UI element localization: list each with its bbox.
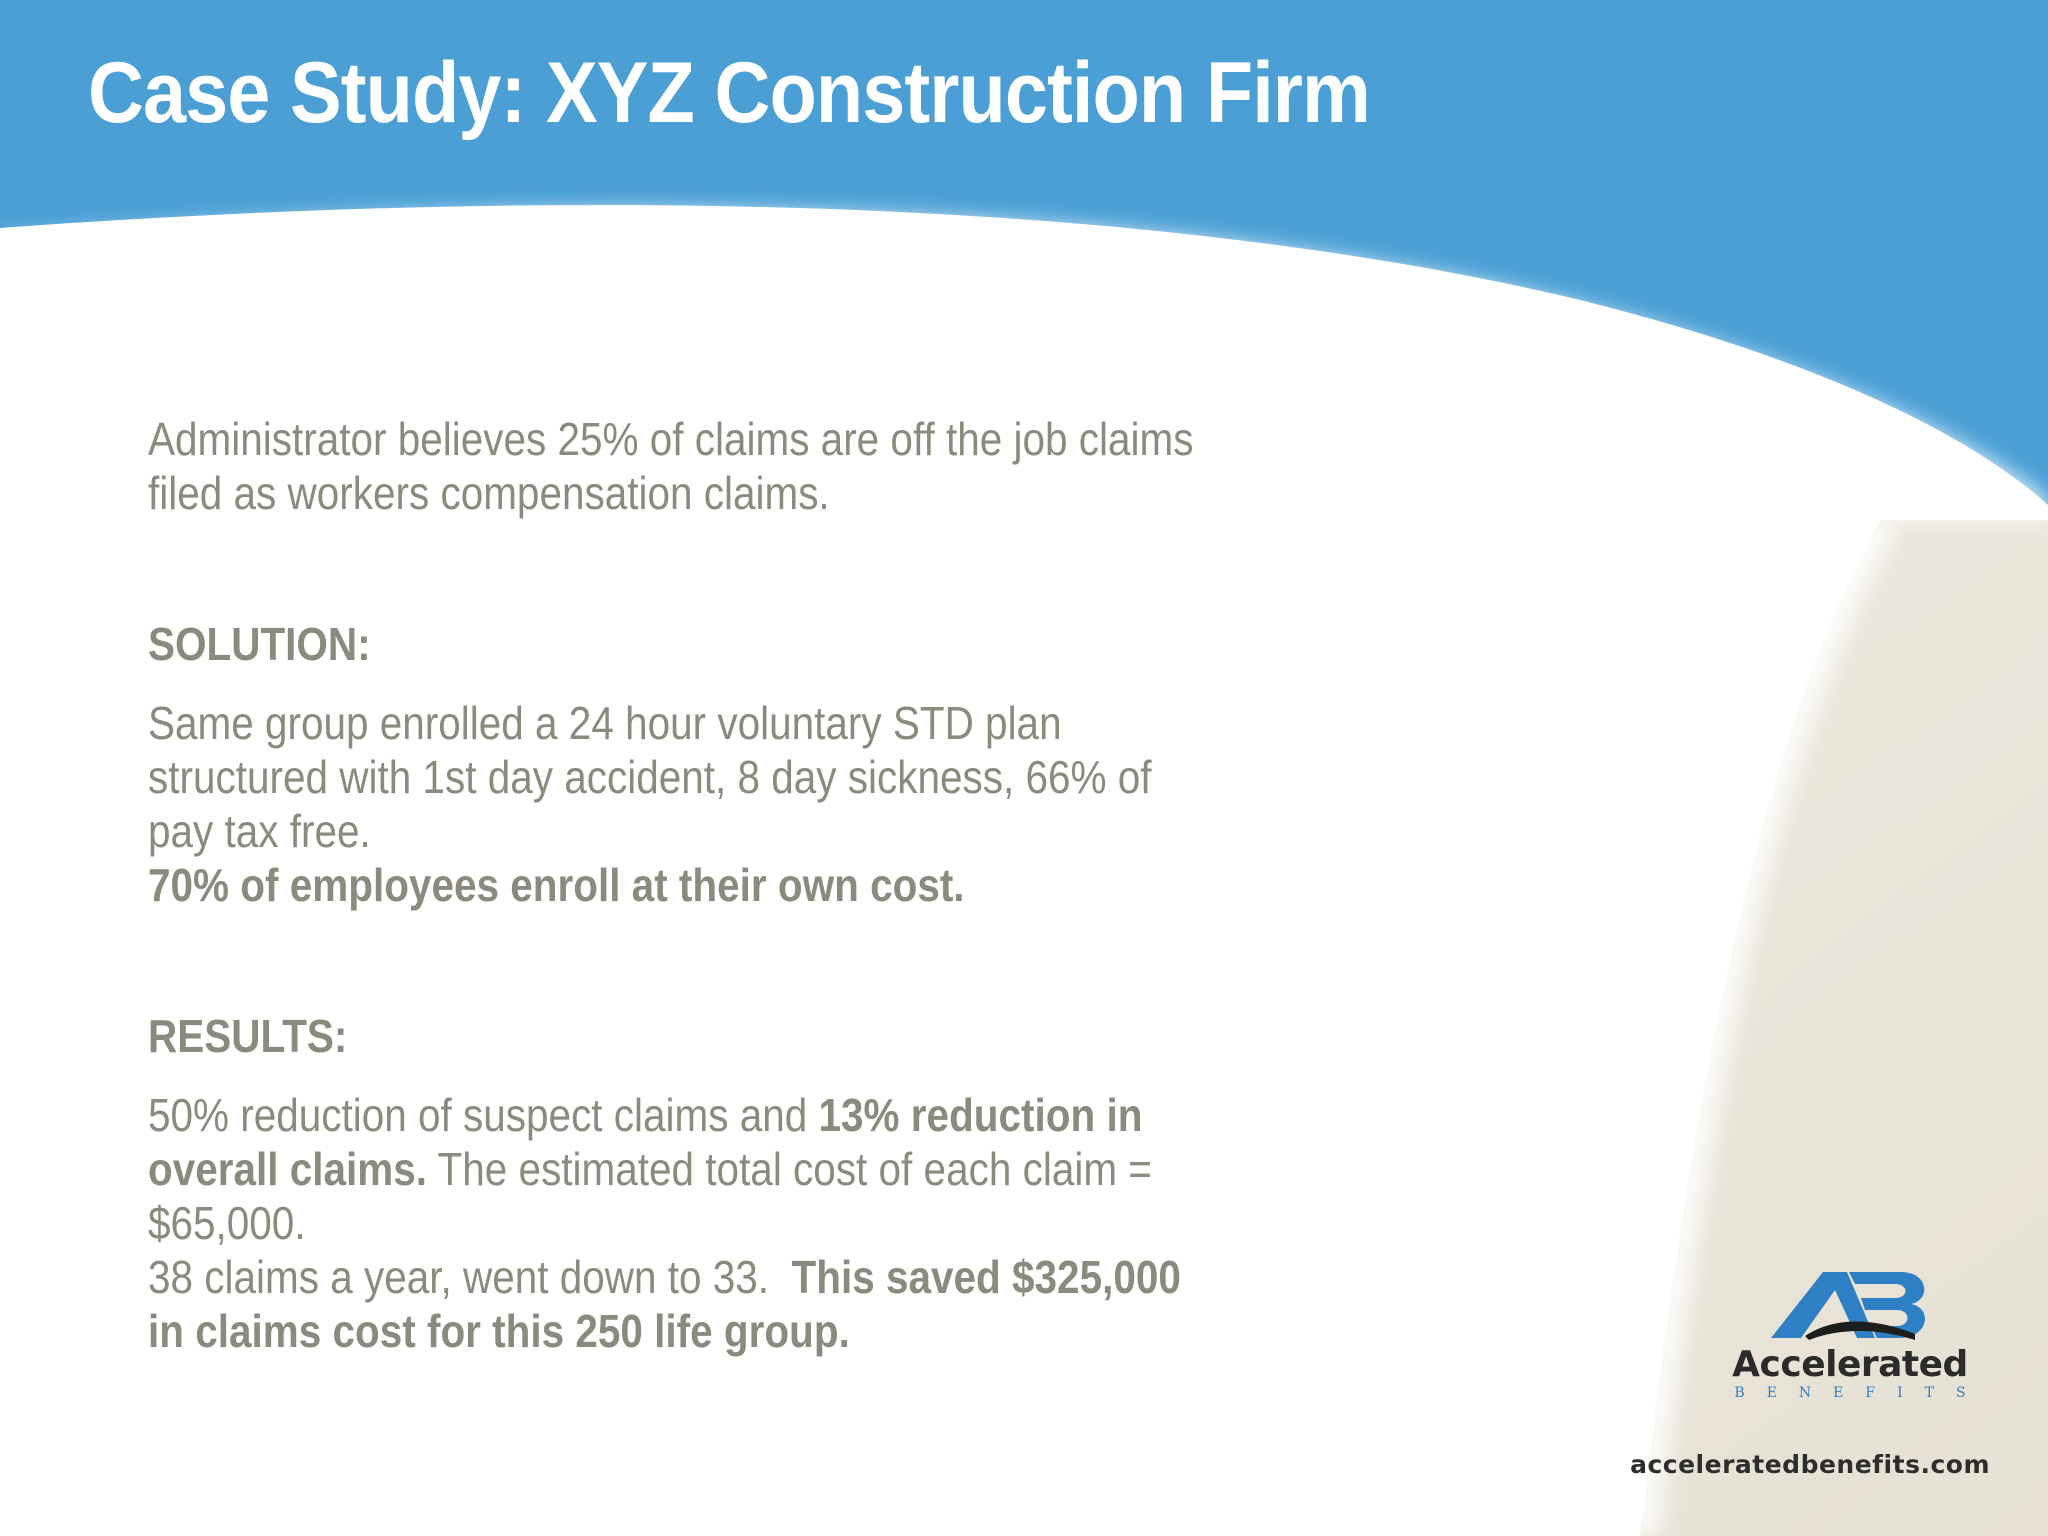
results-paragraph <box>148 1088 1204 1358</box>
solution-text: Same group enrolled a 24 hour voluntary STD plan structured with 1st day accident, 8 day sickness, 66% of pay tax free. <box>148 697 1152 857</box>
results-bold-reduction: 13% reduction in overall claims. <box>148 1089 1143 1195</box>
company-logo <box>1710 1268 1990 1402</box>
solution-paragraph <box>148 696 1204 912</box>
logo-name: Accelerated <box>1732 1344 1968 1385</box>
solution-bold-text: 70% of employees enroll at their own cost. <box>148 859 965 911</box>
website-link[interactable]: acceleratedbenefits.com <box>1630 1450 1990 1479</box>
slide-title: Case Study: XYZ Construction Firm <box>88 45 1370 141</box>
results-text-claims: 38 claims a year, went down to 33. <box>148 1251 792 1303</box>
slide-content <box>148 412 1204 1358</box>
results-bold-savings: This saved $325,000 in claims cost for this 250 life group. <box>148 1251 1181 1357</box>
results-text-1: 50% reduction of suspect claims and <box>148 1089 819 1141</box>
solution-heading: SOLUTION: <box>148 618 371 670</box>
results-heading: RESULTS: <box>148 1010 348 1062</box>
ab-logo-icon <box>1765 1268 1935 1342</box>
results-text-cost: The estimated total cost of each claim = $65,000. <box>148 1143 1152 1249</box>
intro-paragraph: Administrator believes 25% of claims are off the job claims filed as workers compensation claims. <box>148 413 1194 519</box>
logo-subtitle: BENEFITS <box>1734 1385 1988 1401</box>
